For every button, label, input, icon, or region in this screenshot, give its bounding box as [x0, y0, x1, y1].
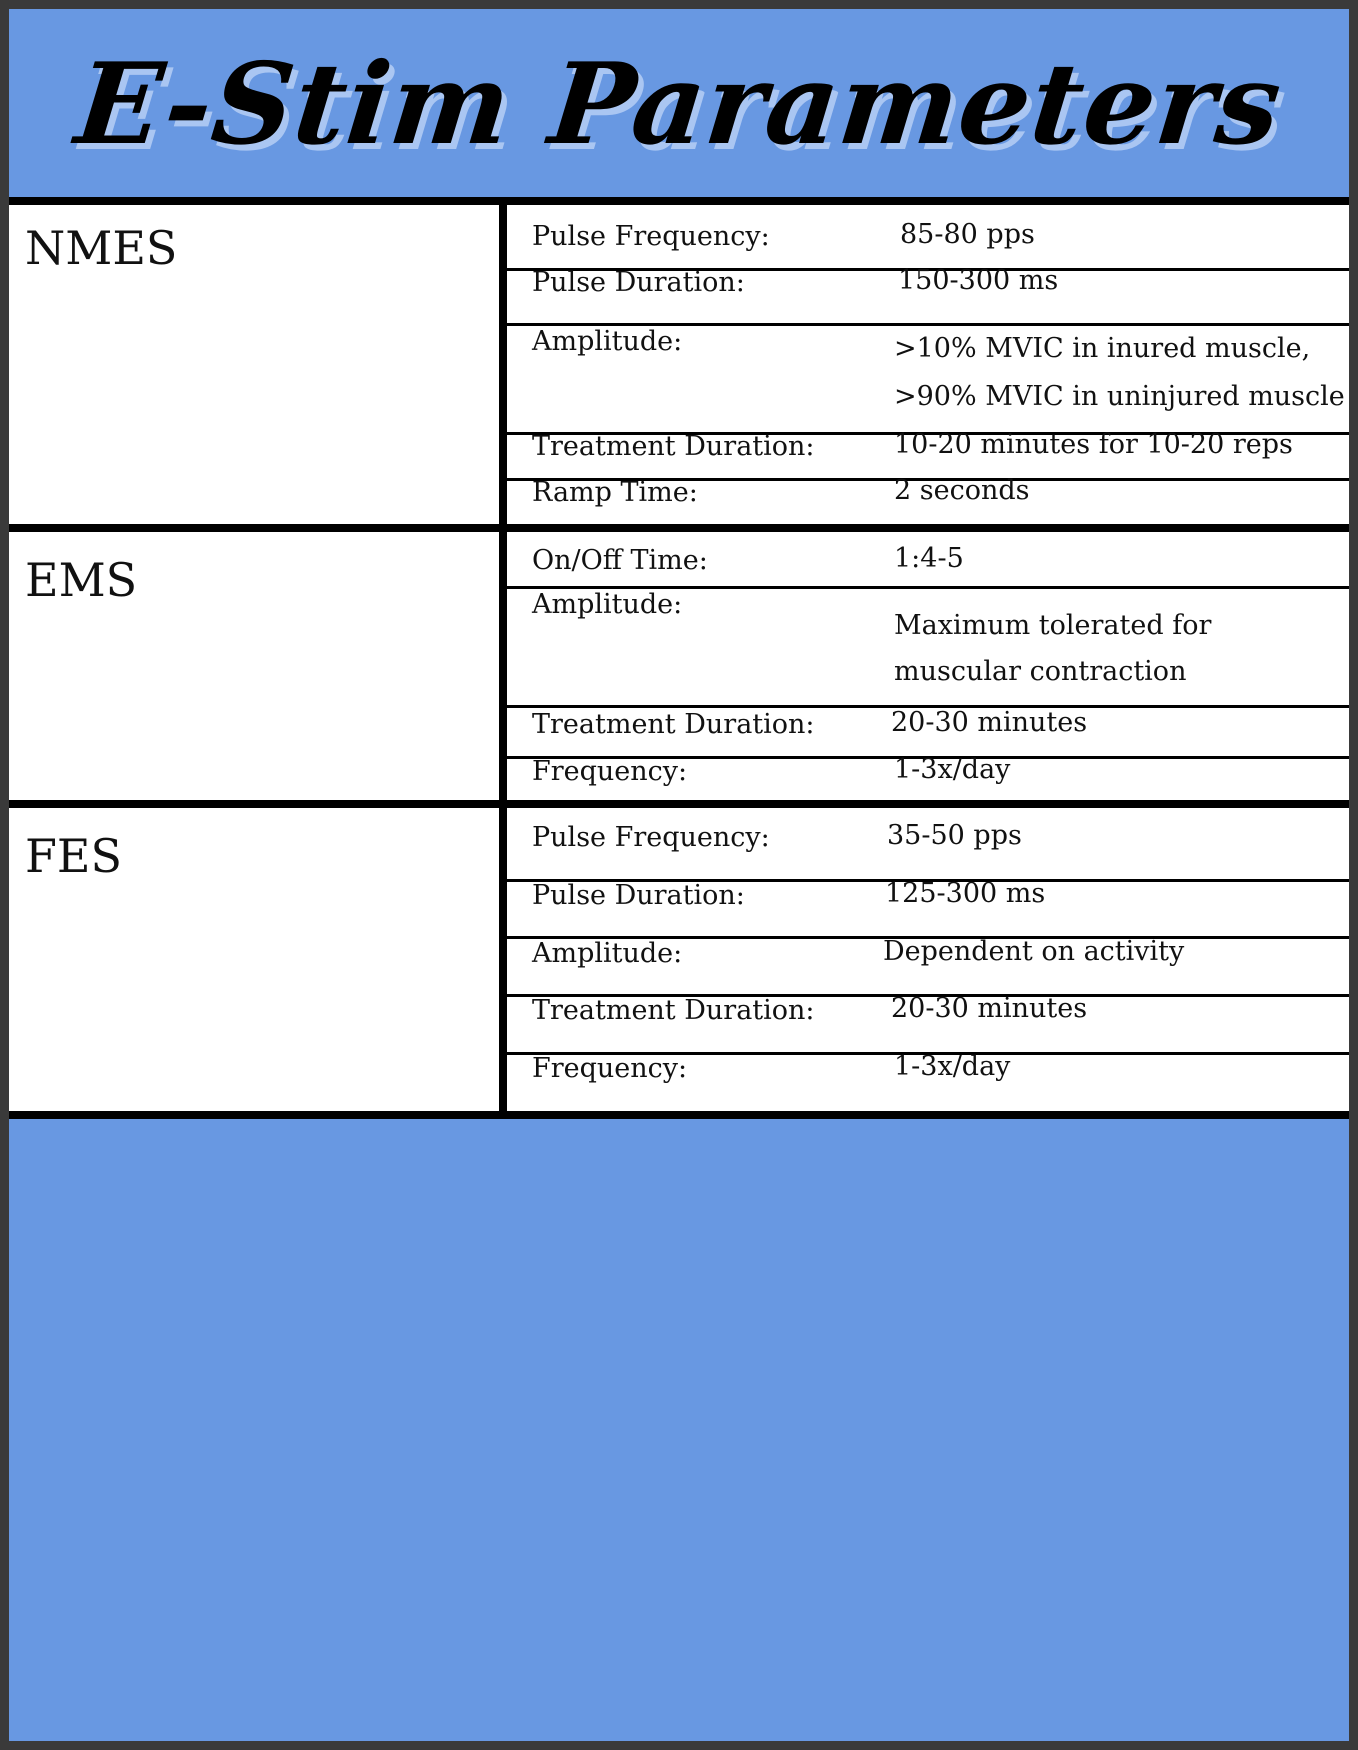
fes-pulse-frequency-label: Pulse Frequency:: [532, 822, 770, 853]
ems-amplitude-label: Amplitude:: [532, 589, 683, 620]
nmes-amplitude-value-line2: >90% MVIC in uninjured muscle: [894, 381, 1345, 412]
section-divider-ems-fes: [9, 800, 1349, 808]
nmes-treatment-duration-value: 10-20 minutes for 10-20 reps: [894, 429, 1293, 460]
section-label-ems: EMS: [25, 553, 138, 607]
nmes-pulse-duration-label: Pulse Duration:: [532, 267, 745, 298]
ems-frequency-label: Frequency:: [532, 756, 688, 787]
nmes-pulse-frequency-label: Pulse Frequency:: [532, 221, 770, 252]
page: [9, 9, 1349, 1741]
fes-treatment-duration-label: Treatment Duration:: [532, 995, 815, 1026]
parameters-table: [9, 197, 1349, 1119]
ems-amplitude-value-line1: Maximum tolerated for: [894, 610, 1212, 641]
ems-treatment-duration-label: Treatment Duration:: [532, 709, 815, 740]
ems-frequency-value: 1-3x/day: [894, 754, 1011, 785]
fes-frequency-value: 1-3x/day: [894, 1051, 1011, 1082]
page-title: [9, 9, 1349, 199]
fes-amplitude-label: Amplitude:: [532, 938, 683, 969]
table-top-rule: [9, 197, 1349, 205]
nmes-amplitude-label: Amplitude:: [532, 326, 683, 357]
nmes-pulse-duration-value: 150-300 ms: [898, 265, 1059, 296]
fes-treatment-duration-value: 20-30 minutes: [891, 993, 1088, 1024]
nmes-ramp-time-value: 2 seconds: [894, 475, 1030, 506]
fes-amplitude-value: Dependent on activity: [883, 936, 1185, 967]
fes-frequency-label: Frequency:: [532, 1053, 688, 1084]
nmes-treatment-duration-label: Treatment Duration:: [532, 431, 815, 462]
nmes-pulse-frequency-value: 85-80 pps: [900, 219, 1035, 250]
ems-treatment-duration-value: 20-30 minutes: [891, 707, 1088, 738]
fes-pulse-frequency-value: 35-50 pps: [887, 820, 1022, 851]
ems-amplitude-value-line2: muscular contraction: [894, 656, 1187, 687]
fes-pulse-duration-value: 125-300 ms: [885, 878, 1046, 909]
ems-on-off-time-label: On/Off Time:: [532, 545, 708, 576]
title-text: E-Stim Parameters: [70, 38, 1288, 170]
table-bottom-rule: [9, 1111, 1349, 1119]
section-divider-nmes-ems: [9, 524, 1349, 532]
column-divider: [499, 197, 507, 1119]
nmes-ramp-time-label: Ramp Time:: [532, 477, 698, 508]
nmes-amplitude-value-line1: >10% MVIC in inured muscle,: [894, 333, 1311, 364]
section-label-fes: FES: [25, 829, 123, 883]
ems-on-off-time-value: 1:4-5: [894, 543, 964, 574]
section-label-nmes: NMES: [25, 221, 178, 275]
fes-pulse-duration-label: Pulse Duration:: [532, 880, 745, 911]
